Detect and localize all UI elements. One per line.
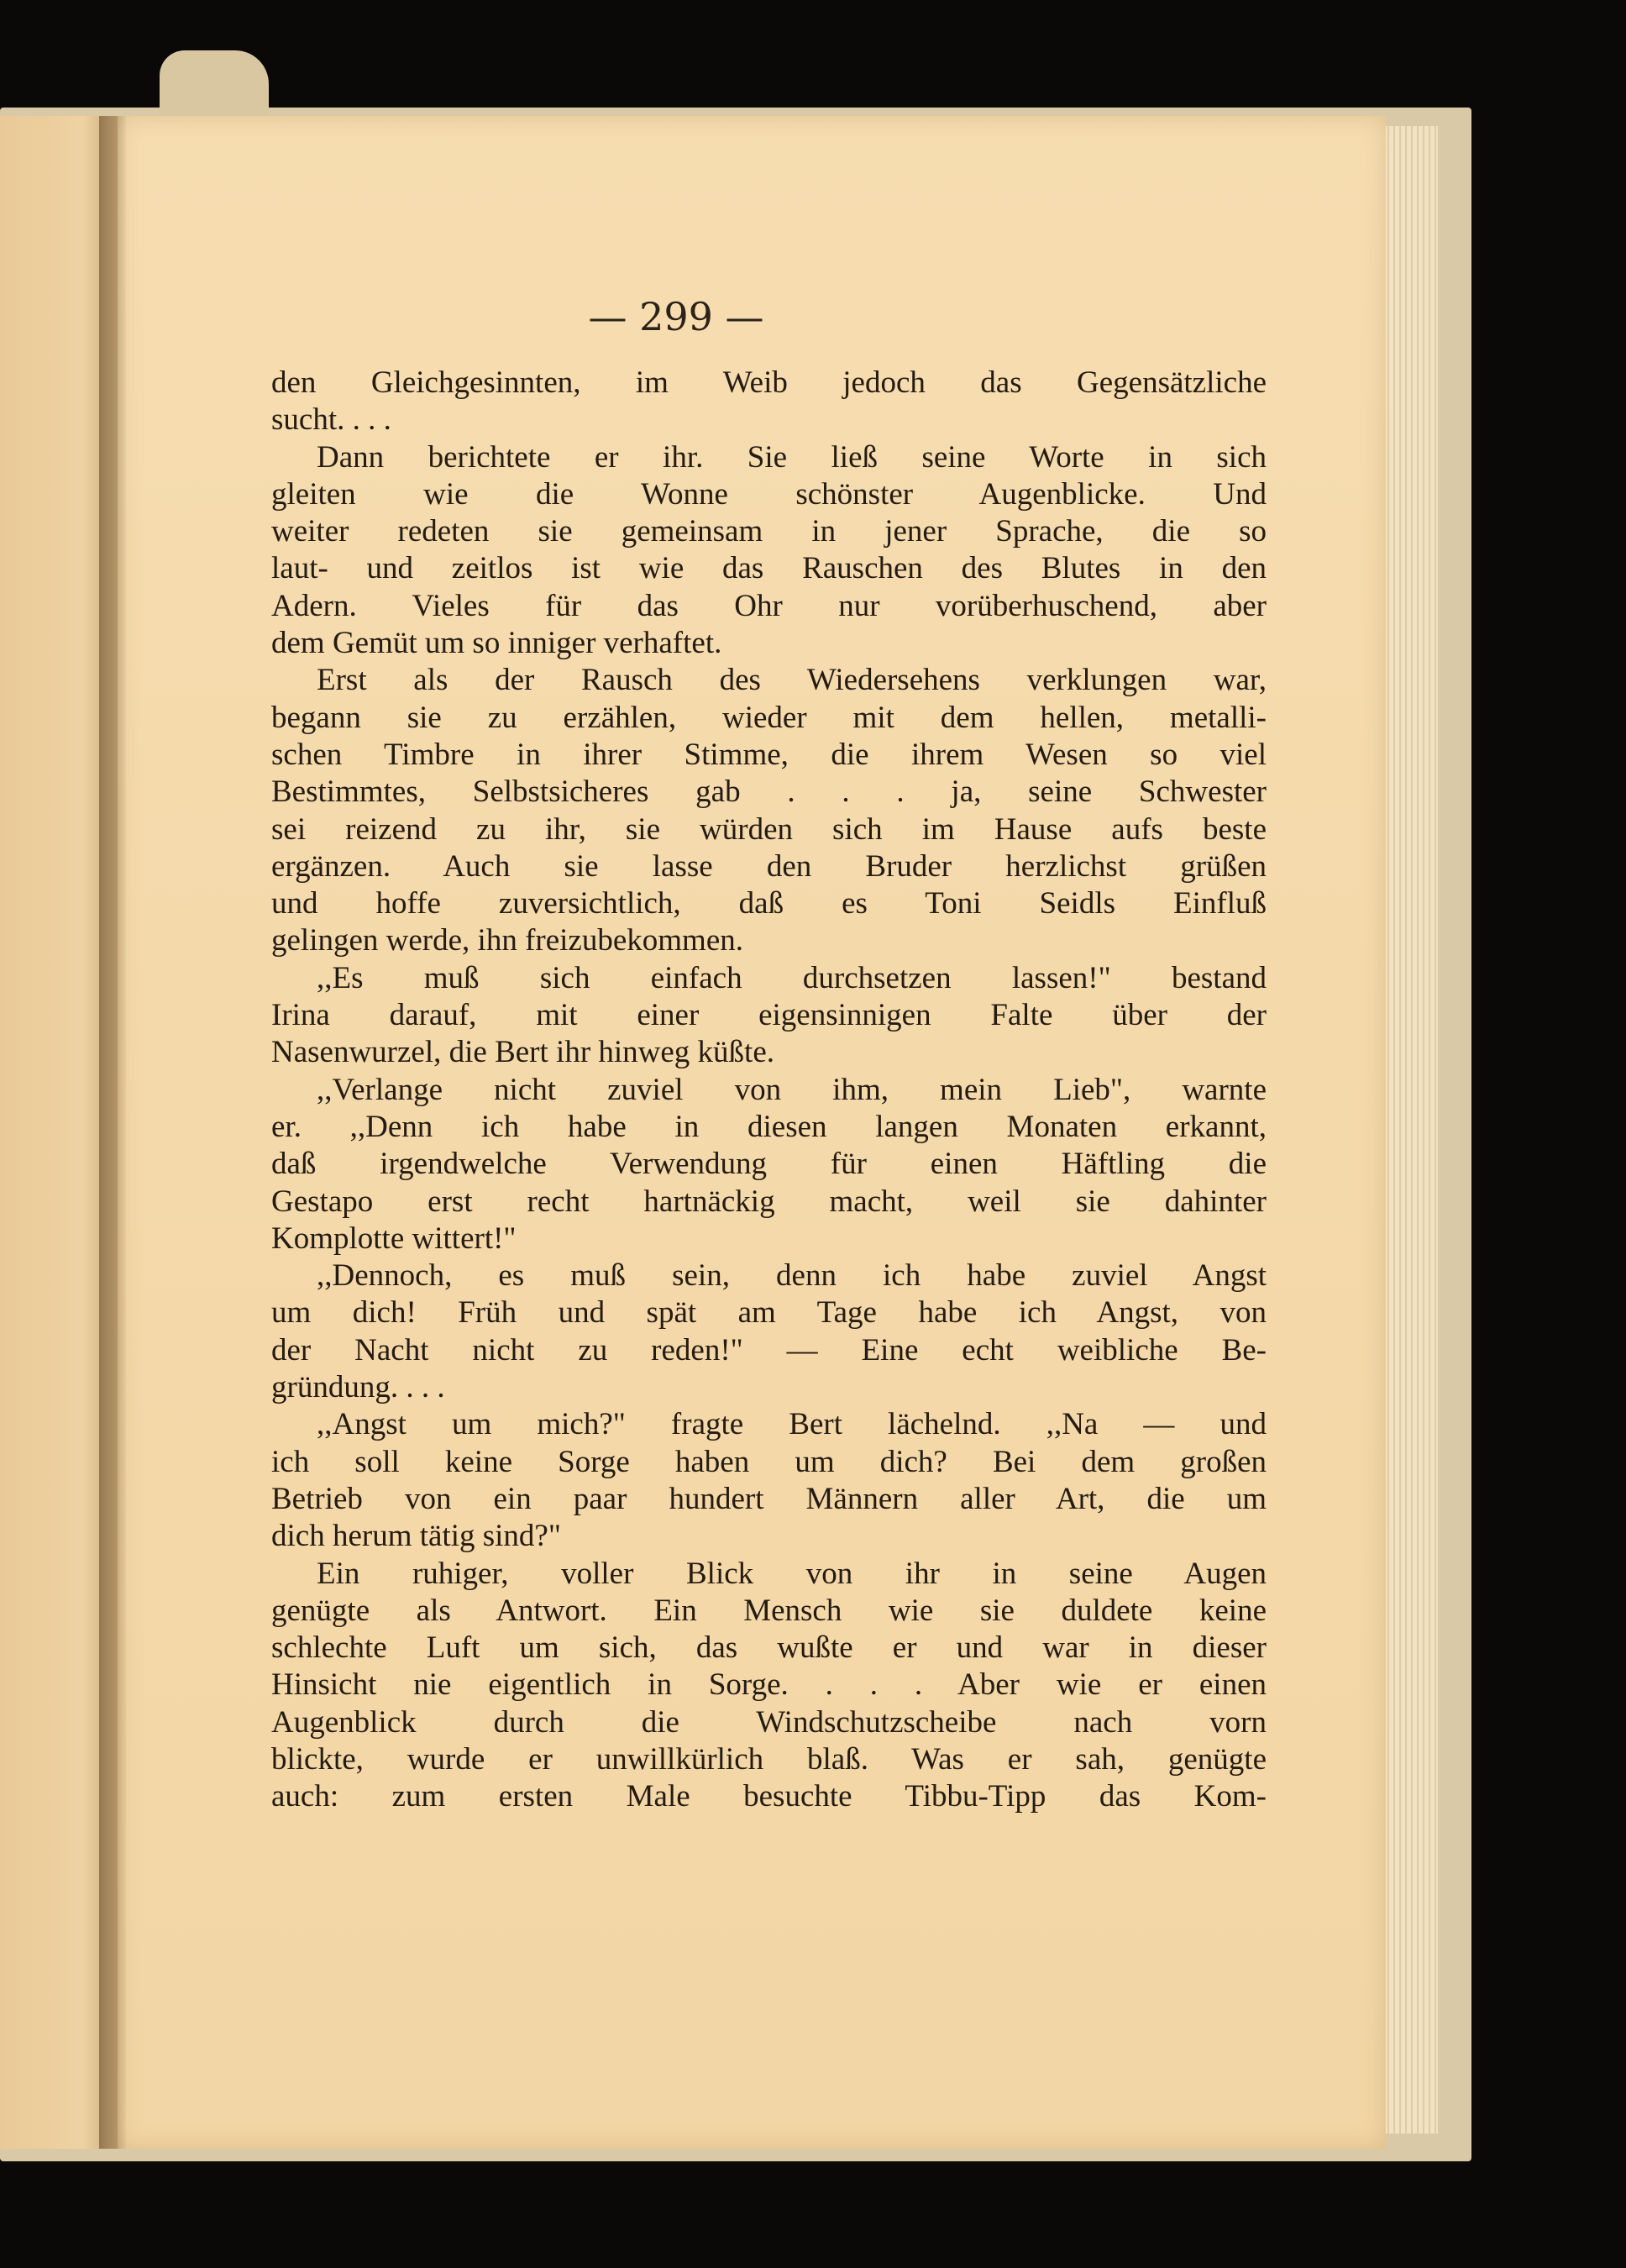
text-line: sucht. . . . — [271, 402, 391, 438]
text-line: ,,Es muß sich einfach durchsetzen lassen!" bestand — [317, 960, 1267, 995]
page-stack-edge — [1377, 126, 1438, 2134]
text-line: schen Timbre in ihrer Stimme, die ihrem Wesen so viel — [271, 737, 1267, 772]
text-line: er. ,,Denn ich habe in diesen langen Monaten erkannt, — [271, 1109, 1267, 1144]
text-line: begann sie zu erzählen, wieder mit dem hellen, metalli- — [271, 700, 1267, 735]
text-line: weiter redeten sie gemeinsam in jener Sprache, die so — [271, 514, 1267, 549]
text-line: dem Gemüt um so inniger verhaftet. — [271, 626, 722, 661]
spine-gutter-shadow — [99, 116, 126, 2149]
page-body-text — [271, 365, 1267, 1816]
text-line: Dann berichtete er ihr. Sie ließ seine Worte in sich — [317, 439, 1267, 475]
text-line: und hoffe zuversichtlich, daß es Toni Seidls Einfluß — [271, 886, 1267, 921]
text-line: Erst als der Rausch des Wiedersehens verklungen war, — [317, 663, 1267, 698]
text-line: gleiten wie die Wonne schönster Augenblicke. Und — [271, 476, 1267, 512]
text-line: daß irgendwelche Verwendung für einen Häftling die — [271, 1147, 1267, 1182]
text-line: Nasenwurzel, die Bert ihr hinweg küßte. — [271, 1035, 775, 1070]
text-line: sei reizend zu ihr, sie würden sich im Hause aufs beste — [271, 811, 1267, 847]
text-line: genügte als Antwort. Ein Mensch wie sie duldete keine — [271, 1593, 1267, 1628]
torn-spine-fragment — [160, 50, 269, 118]
text-line: Ein ruhiger, voller Blick von ihr in seine Augen — [317, 1556, 1267, 1591]
text-line: dich herum tätig sind?" — [271, 1519, 561, 1554]
text-line: schlechte Luft um sich, das wußte er und war in dieser — [271, 1630, 1267, 1666]
text-line: gelingen werde, ihn freizubekommen. — [271, 923, 743, 958]
text-line: der Nacht nicht zu reden!" — Eine echt weibliche Be- — [271, 1332, 1267, 1368]
text-line: ,,Verlange nicht zuviel von ihm, mein Lieb", warnte — [317, 1072, 1267, 1107]
text-line: ergänzen. Auch sie lasse den Bruder herzlichst grüßen — [271, 848, 1267, 884]
text-line: blickte, wurde er unwillkürlich blaß. Was er sah, genügte — [271, 1741, 1267, 1777]
text-line: ich soll keine Sorge haben um dich? Bei dem großen — [271, 1444, 1267, 1479]
text-line: Irina darauf, mit einer eigensinnigen Falte über der — [271, 998, 1267, 1033]
book-page — [118, 116, 1386, 2149]
text-line: ,,Dennoch, es muß sein, denn ich habe zuviel Angst — [317, 1258, 1267, 1294]
text-line: Adern. Vieles für das Ohr nur vorüberhuschend, aber — [271, 588, 1267, 623]
text-line: Betrieb von ein paar hundert Männern aller Art, die um — [271, 1481, 1267, 1516]
text-line: Bestimmtes, Selbstsicheres gab . . . ja, seine Schwester — [271, 774, 1267, 810]
text-line: Augenblick durch die Windschutzscheibe nach vorn — [271, 1704, 1267, 1740]
text-line: ,,Angst um mich?" fragte Bert lächelnd. ,,Na — und — [317, 1407, 1267, 1442]
text-line: den Gleichgesinnten, im Weib jedoch das Gegensätzliche — [271, 365, 1267, 400]
text-line: Komplotte wittert!" — [271, 1221, 517, 1256]
text-line: auch: zum ersten Male besuchte Tibbu-Tipp das Kom- — [271, 1779, 1267, 1814]
text-line: Gestapo erst recht hartnäckig macht, weil sie dahinter — [271, 1184, 1267, 1219]
text-line: gründung. . . . — [271, 1370, 445, 1405]
text-line: laut- und zeitlos ist wie das Rauschen des Blutes in den — [271, 551, 1267, 586]
text-line: Hinsicht nie eigentlich in Sorge. . . . Aber wie er einen — [271, 1667, 1267, 1703]
page-number: — 299 — — [588, 294, 764, 339]
text-line: um dich! Früh und spät am Tage habe ich Angst, von — [271, 1295, 1267, 1331]
